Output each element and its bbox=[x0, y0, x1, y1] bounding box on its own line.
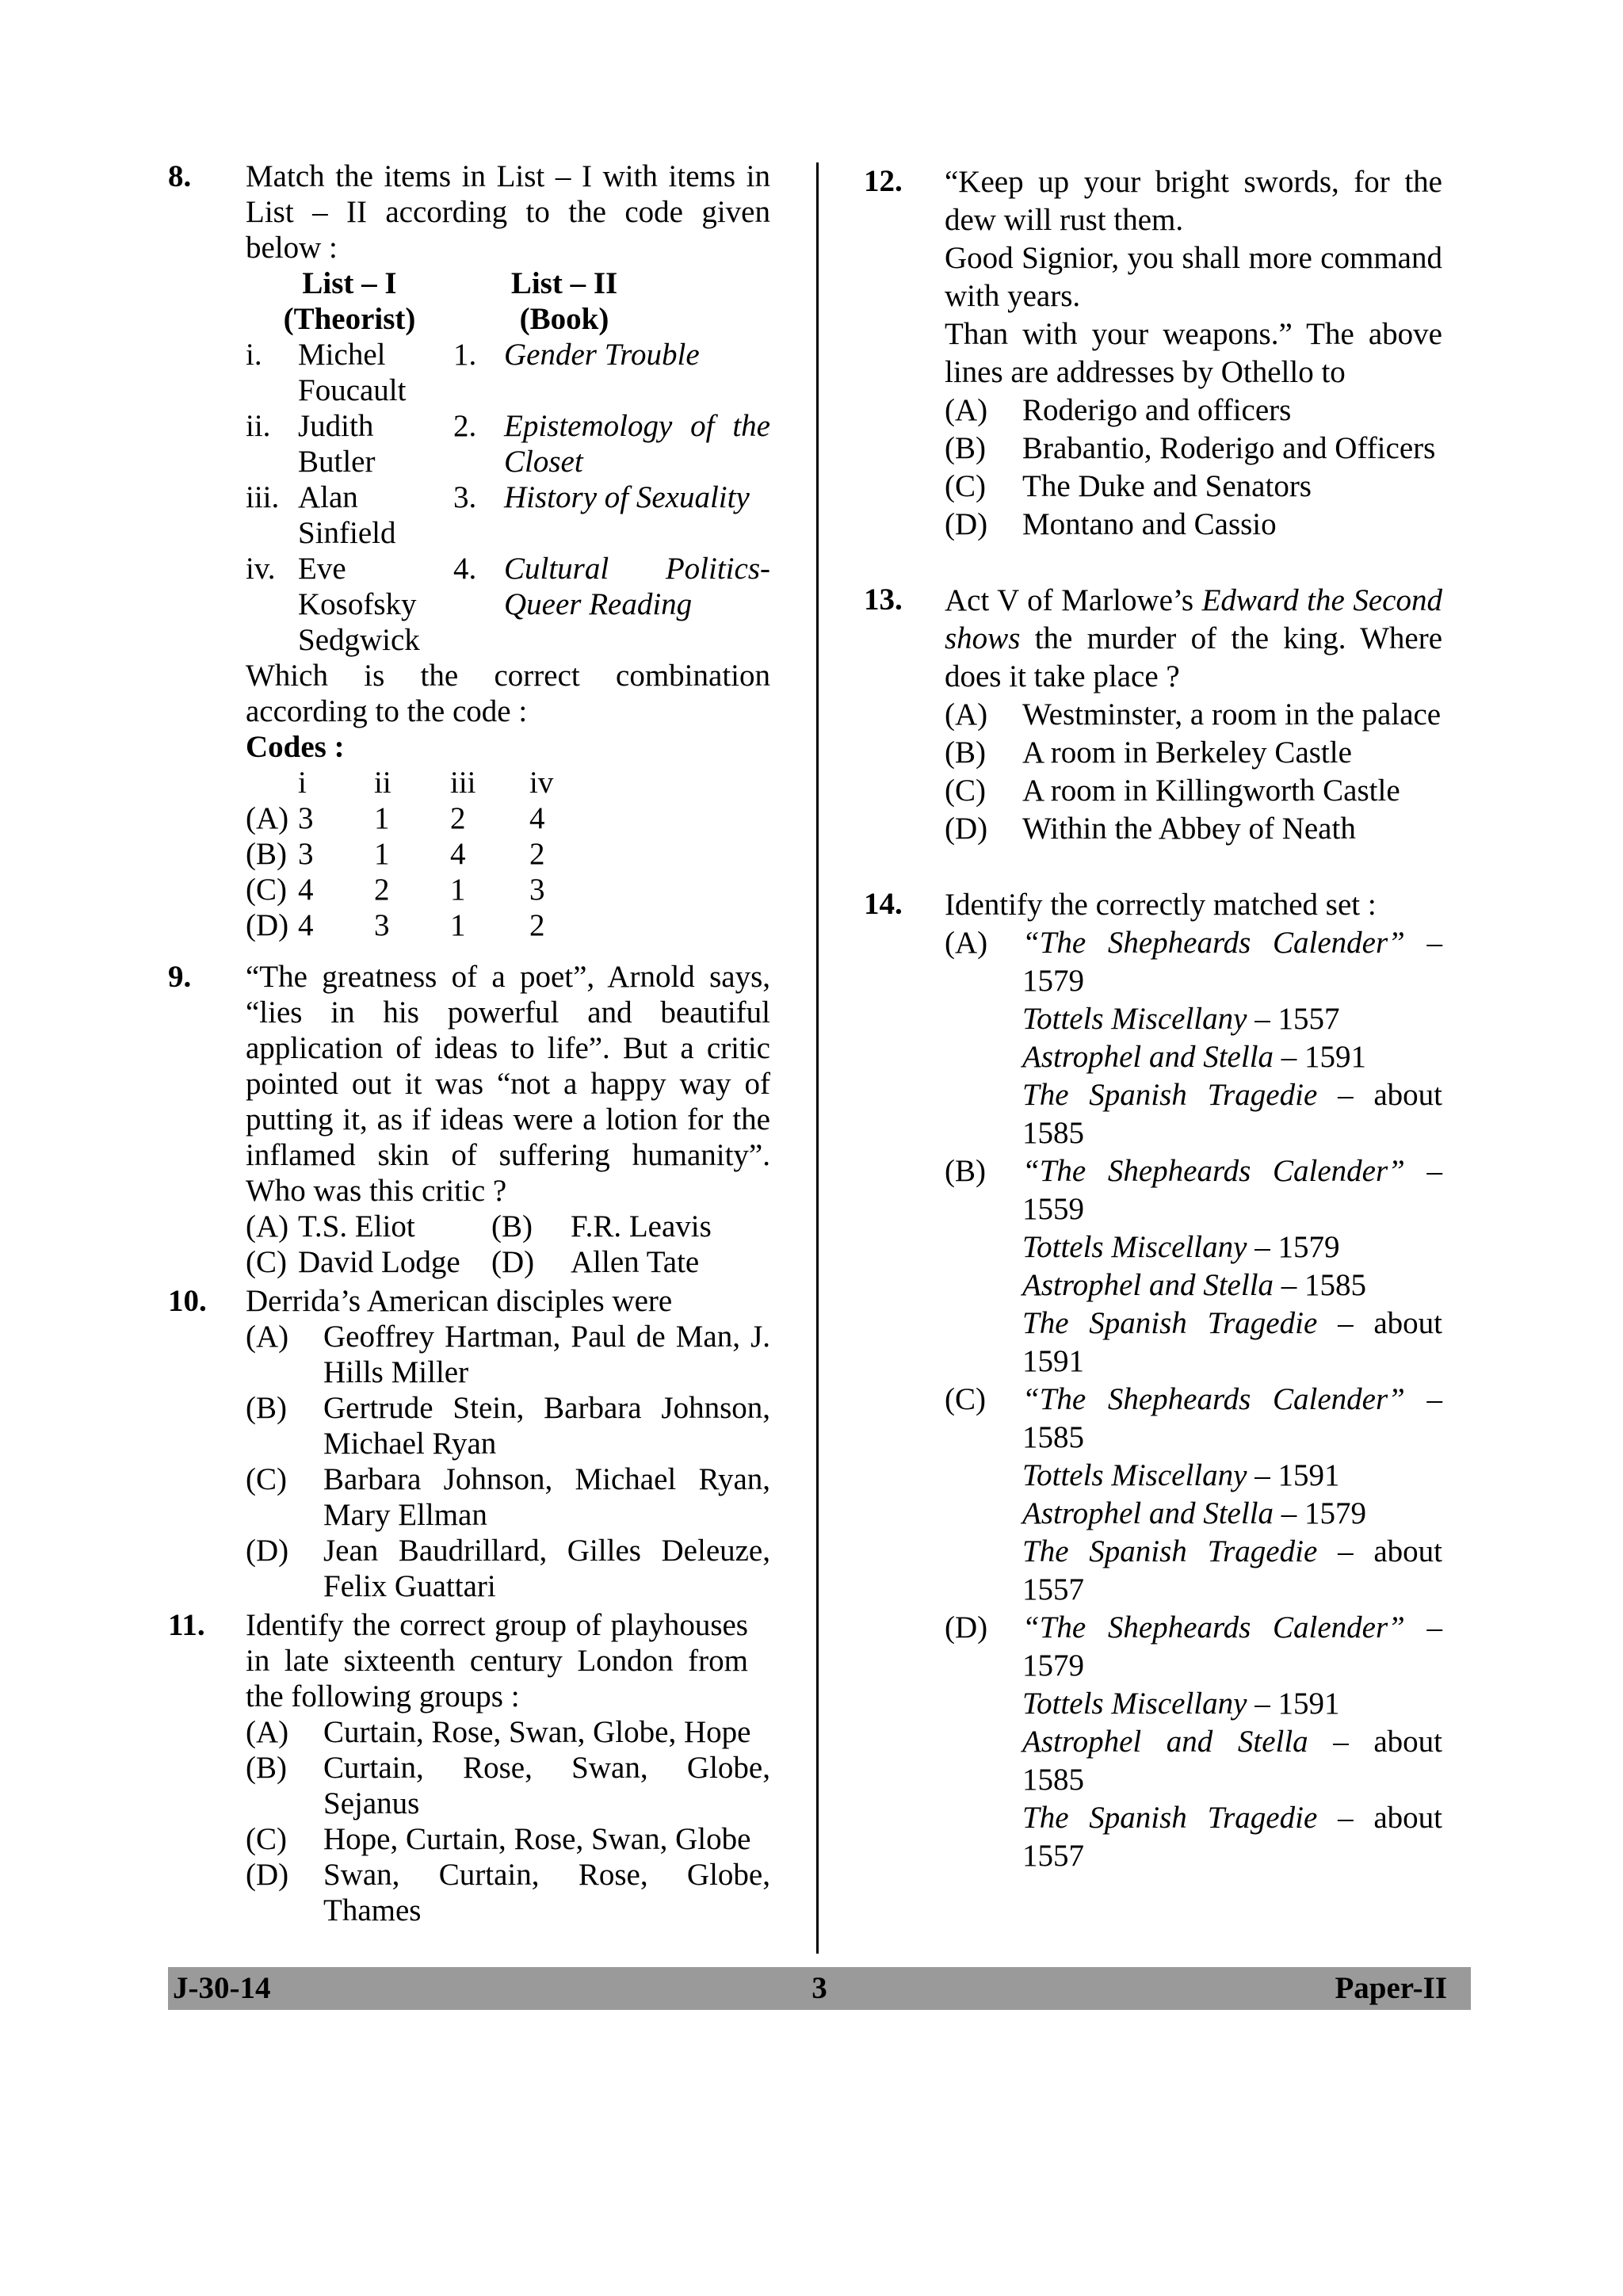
matched-item bbox=[1022, 1685, 1442, 1723]
option-label: (B) bbox=[246, 1391, 287, 1425]
quote-line-2: Good Signior, you shall more command with years. bbox=[945, 241, 1442, 313]
matched-item bbox=[1022, 1381, 1442, 1457]
work-title: “The Shepheards Calender” bbox=[1022, 1382, 1405, 1416]
option-text: The Duke and Senators bbox=[1022, 469, 1312, 503]
codes-table bbox=[246, 765, 770, 943]
code-value: 3 bbox=[298, 801, 314, 835]
option bbox=[246, 1461, 770, 1533]
work-title: Tottels Miscellany bbox=[1022, 1230, 1247, 1264]
work-year: – about 1585 bbox=[1022, 1725, 1442, 1797]
code-header bbox=[246, 765, 298, 800]
options bbox=[945, 696, 1442, 848]
options bbox=[945, 392, 1442, 544]
work-title: “The Shepheards Calender” bbox=[1022, 1610, 1405, 1645]
play-title: Edward the Second shows bbox=[945, 583, 1442, 655]
right-column bbox=[864, 159, 1442, 1875]
option-text: Curtain, Rose, Swan, Globe, Sejanus bbox=[323, 1751, 770, 1820]
work-title: “The Shepheards Calender” bbox=[1022, 1154, 1405, 1188]
list-headers bbox=[246, 266, 770, 337]
option-label: (D) bbox=[491, 1245, 535, 1279]
stem-text: the murder of the king. Where does it take place ? bbox=[945, 621, 1443, 693]
option-label: (C) bbox=[246, 1822, 287, 1856]
option-text: T.S. Eliot bbox=[298, 1209, 415, 1244]
option bbox=[246, 1319, 770, 1390]
work-year: – 1591 bbox=[1281, 1040, 1367, 1074]
option-text: A room in Killingworth Castle bbox=[1022, 774, 1400, 808]
option bbox=[945, 430, 1442, 468]
option-label: (B) bbox=[945, 1154, 986, 1188]
option-text: A room in Berkeley Castle bbox=[1022, 735, 1352, 770]
book-title: History of Sexuality bbox=[504, 480, 750, 514]
book-title: Gender Trouble bbox=[504, 338, 700, 372]
code-value: 2 bbox=[529, 908, 545, 942]
option-label: (C) bbox=[246, 1245, 287, 1279]
matched-item bbox=[1022, 1609, 1442, 1685]
option-text bbox=[1022, 1381, 1442, 1609]
matched-item bbox=[1022, 924, 1442, 1000]
option bbox=[945, 1381, 1442, 1609]
options bbox=[246, 1319, 770, 1604]
option-label: (A) bbox=[246, 1209, 289, 1244]
matched-item bbox=[1022, 1723, 1442, 1799]
question-number: 8. bbox=[168, 159, 192, 193]
matched-item bbox=[1022, 1533, 1442, 1609]
matched-item bbox=[1022, 1266, 1442, 1305]
list1-subtitle: (Theorist) bbox=[283, 302, 416, 336]
work-title: The Spanish Tragedie bbox=[1022, 1078, 1318, 1112]
option-text: Gertrude Stein, Barbara Johnson, Michael Ryan bbox=[323, 1391, 770, 1461]
work-year: – 1579 bbox=[1022, 926, 1443, 998]
work-title: Tottels Miscellany bbox=[1022, 1687, 1247, 1721]
question-stem: Match the items in List – I with items in List – II according to the code given below : bbox=[246, 159, 770, 265]
theorist-number: iii. bbox=[246, 480, 280, 514]
option-label: (A) bbox=[945, 393, 988, 427]
page-footer bbox=[168, 1967, 1471, 2010]
option-text: Within the Abbey of Neath bbox=[1022, 812, 1356, 846]
theorist-name: Judith Butler bbox=[298, 409, 376, 479]
matched-item bbox=[1022, 1305, 1442, 1381]
match-row bbox=[246, 408, 770, 479]
code-header: ii bbox=[374, 766, 391, 800]
matched-item bbox=[1022, 1495, 1442, 1533]
option-label: (B) bbox=[491, 1209, 533, 1244]
theorist-name: Alan Sinfield bbox=[298, 480, 396, 550]
option-label: (A) bbox=[945, 926, 988, 960]
paper-code: J-30-14 bbox=[173, 1971, 271, 2005]
paper-label: Paper-II bbox=[1335, 1971, 1447, 2005]
option bbox=[945, 1152, 1442, 1381]
question-13 bbox=[864, 582, 1442, 848]
option bbox=[246, 1750, 770, 1821]
option bbox=[246, 1821, 770, 1857]
option-text: Barbara Johnson, Michael Ryan, Mary Ellman bbox=[323, 1462, 770, 1532]
option bbox=[945, 924, 1442, 1152]
work-title: Astrophel and Stella bbox=[1022, 1725, 1308, 1759]
code-header: iv bbox=[529, 766, 554, 800]
book-number: 2. bbox=[453, 409, 477, 443]
work-year: – 1585 bbox=[1281, 1268, 1367, 1302]
work-year: – about 1557 bbox=[1022, 1801, 1442, 1873]
option-text: Hope, Curtain, Rose, Swan, Globe bbox=[323, 1822, 751, 1856]
code-value: 1 bbox=[450, 908, 466, 942]
code-value: 4 bbox=[529, 801, 545, 835]
option-label: (A) bbox=[945, 697, 988, 732]
option bbox=[945, 696, 1442, 734]
quote-line-3: Than with your weapons.” The above lines are addresses by Othello to bbox=[945, 317, 1442, 389]
theorist-number: iv. bbox=[246, 552, 276, 586]
code-value: 4 bbox=[450, 837, 466, 871]
code-value: 2 bbox=[529, 837, 545, 871]
work-year: – 1591 bbox=[1254, 1458, 1340, 1492]
work-year: – about 1557 bbox=[1022, 1534, 1442, 1606]
match-row bbox=[246, 551, 770, 658]
theorist-number: ii. bbox=[246, 409, 271, 443]
matched-item bbox=[1022, 1799, 1442, 1875]
quote-line-1: “Keep up your bright swords, for the dew will rust them. bbox=[945, 165, 1442, 237]
list1-title: List – I bbox=[302, 266, 397, 300]
option-text: Allen Tate bbox=[571, 1245, 700, 1279]
theorist-name: Michel Foucault bbox=[298, 338, 407, 407]
code-value: 3 bbox=[529, 873, 545, 907]
code-value: 3 bbox=[374, 908, 390, 942]
option bbox=[945, 772, 1442, 810]
work-title: The Spanish Tragedie bbox=[1022, 1306, 1318, 1340]
option-text: Brabantio, Roderigo and Officers bbox=[1022, 431, 1436, 465]
work-year: – 1559 bbox=[1022, 1154, 1443, 1226]
matched-item bbox=[1022, 1152, 1442, 1228]
match-row bbox=[246, 479, 770, 551]
book-number: 4. bbox=[453, 552, 477, 586]
code-header: i bbox=[298, 766, 307, 800]
work-year: – 1591 bbox=[1254, 1687, 1340, 1721]
work-year: – about 1591 bbox=[1022, 1306, 1442, 1378]
book-number: 1. bbox=[453, 338, 477, 372]
code-value: 1 bbox=[450, 873, 466, 907]
option-text: David Lodge bbox=[298, 1245, 460, 1279]
question-12 bbox=[864, 163, 1442, 544]
question-number: 11. bbox=[168, 1608, 205, 1642]
option-text: Montano and Cassio bbox=[1022, 507, 1277, 541]
matched-item bbox=[1022, 1038, 1442, 1076]
question-10 bbox=[168, 1283, 770, 1604]
option bbox=[945, 810, 1442, 848]
question-11 bbox=[168, 1607, 770, 1928]
code-option-label: (D) bbox=[246, 908, 289, 942]
question-stem: Identify the correct group of playhouses in late sixteenth century London from the following groups : bbox=[246, 1608, 748, 1713]
question-stem: Identify the correctly matched set : bbox=[945, 888, 1377, 922]
work-title: Astrophel and Stella bbox=[1022, 1268, 1274, 1302]
code-value: 2 bbox=[374, 873, 390, 907]
option bbox=[945, 506, 1442, 544]
question-number: 10. bbox=[168, 1284, 207, 1318]
option-text: F.R. Leavis bbox=[571, 1209, 712, 1244]
option-label: (D) bbox=[945, 507, 988, 541]
left-column bbox=[168, 159, 770, 1928]
option-label: (C) bbox=[945, 774, 986, 808]
question-stem bbox=[945, 582, 1442, 696]
option-text: Westminster, a room in the palace bbox=[1022, 697, 1442, 732]
option-label: (D) bbox=[945, 812, 988, 846]
work-year: – about 1585 bbox=[1022, 1078, 1442, 1150]
option-text: Geoffrey Hartman, Paul de Man, J. Hills Miller bbox=[323, 1320, 770, 1389]
question-14 bbox=[864, 886, 1442, 1875]
option-text bbox=[1022, 1152, 1442, 1381]
theorist-name: Eve Kosofsky Sedgwick bbox=[298, 552, 420, 657]
option-label: (C) bbox=[945, 1382, 986, 1416]
option-label: (D) bbox=[246, 1858, 289, 1892]
work-year: – 1579 bbox=[1254, 1230, 1340, 1264]
option-text: Swan, Curtain, Rose, Globe, Thames bbox=[323, 1858, 770, 1927]
option-text bbox=[1022, 924, 1442, 1152]
page-number: 3 bbox=[812, 1971, 827, 2005]
work-title: The Spanish Tragedie bbox=[1022, 1801, 1318, 1835]
option-text bbox=[1022, 1609, 1442, 1875]
options bbox=[945, 924, 1442, 1875]
option-label: (A) bbox=[246, 1715, 289, 1749]
code-header: iii bbox=[450, 766, 476, 800]
work-year: – 1585 bbox=[1022, 1382, 1443, 1454]
option-label: (D) bbox=[246, 1534, 289, 1568]
work-year: – 1557 bbox=[1254, 1002, 1340, 1036]
option bbox=[246, 1390, 770, 1461]
option bbox=[246, 1857, 770, 1928]
option bbox=[246, 1714, 770, 1750]
option bbox=[945, 392, 1442, 430]
options bbox=[246, 1209, 770, 1280]
work-year: – 1579 bbox=[1022, 1610, 1443, 1683]
options bbox=[246, 1714, 770, 1928]
question-prompt: Which is the correct combination according to the code : bbox=[246, 659, 770, 728]
work-title: Tottels Miscellany bbox=[1022, 1458, 1247, 1492]
code-value: 4 bbox=[298, 908, 314, 942]
matched-item bbox=[1022, 1228, 1442, 1266]
work-title: Astrophel and Stella bbox=[1022, 1040, 1274, 1074]
column-divider bbox=[816, 162, 819, 1954]
option-label: (C) bbox=[246, 1462, 287, 1496]
code-value: 1 bbox=[374, 837, 390, 871]
option-text: Roderigo and officers bbox=[1022, 393, 1292, 427]
question-8 bbox=[168, 159, 770, 943]
option-row bbox=[246, 1244, 770, 1280]
book-title: Epistemology of the Closet bbox=[504, 409, 770, 479]
option-label: (B) bbox=[246, 1751, 287, 1785]
code-value: 1 bbox=[374, 801, 390, 835]
matched-item bbox=[1022, 1000, 1442, 1038]
theorist-number: i. bbox=[246, 338, 262, 372]
option-label: (B) bbox=[945, 431, 986, 465]
matched-item bbox=[1022, 1457, 1442, 1495]
match-row bbox=[246, 337, 770, 408]
option-label: (A) bbox=[246, 1320, 289, 1354]
list2-title: List – II bbox=[510, 266, 618, 300]
option-label: (D) bbox=[945, 1610, 988, 1645]
work-title: “The Shepheards Calender” bbox=[1022, 926, 1405, 960]
matched-item bbox=[1022, 1076, 1442, 1152]
question-number: 9. bbox=[168, 960, 192, 994]
work-title: The Spanish Tragedie bbox=[1022, 1534, 1318, 1568]
code-option-label: (C) bbox=[246, 873, 287, 907]
book-number: 3. bbox=[453, 480, 477, 514]
work-title: Tottels Miscellany bbox=[1022, 1002, 1247, 1036]
code-option-label: (A) bbox=[246, 801, 289, 835]
question-stem: “The greatness of a poet”, Arnold says, “lies in his powerful and beautiful application of ideas to life”. But a critic pointed out it was “not a happy way of putting it, as if ideas were a lotion for the inflamed skin of suffering humanity”. Who was this critic ? bbox=[246, 960, 770, 1208]
question-number: 14. bbox=[864, 887, 903, 921]
code-value: 3 bbox=[298, 837, 314, 871]
option-label: (B) bbox=[945, 735, 986, 770]
code-value: 2 bbox=[450, 801, 466, 835]
option bbox=[246, 1533, 770, 1604]
work-year: – 1579 bbox=[1281, 1496, 1367, 1530]
question-stem: Derrida’s American disciples were bbox=[246, 1284, 673, 1318]
codes-label: Codes : bbox=[246, 730, 345, 764]
work-title: Astrophel and Stella bbox=[1022, 1496, 1274, 1530]
option-row bbox=[246, 1209, 770, 1244]
option bbox=[945, 734, 1442, 772]
option-text: Curtain, Rose, Swan, Globe, Hope bbox=[323, 1715, 751, 1749]
stem-text: Act V of Marlowe’s bbox=[945, 583, 1193, 617]
question-number: 13. bbox=[864, 583, 903, 617]
option-label: (C) bbox=[945, 469, 986, 503]
code-value: 4 bbox=[298, 873, 314, 907]
book-title: Cultural Politics-Queer Reading bbox=[504, 552, 770, 621]
list2-subtitle: (Book) bbox=[519, 302, 609, 336]
option bbox=[945, 1609, 1442, 1875]
match-list bbox=[246, 337, 770, 658]
question-number: 12. bbox=[864, 164, 903, 198]
option bbox=[945, 468, 1442, 506]
question-9 bbox=[168, 959, 770, 1280]
code-option-label: (B) bbox=[246, 837, 287, 871]
option-text: Jean Baudrillard, Gilles Deleuze, Felix Guattari bbox=[323, 1534, 770, 1603]
